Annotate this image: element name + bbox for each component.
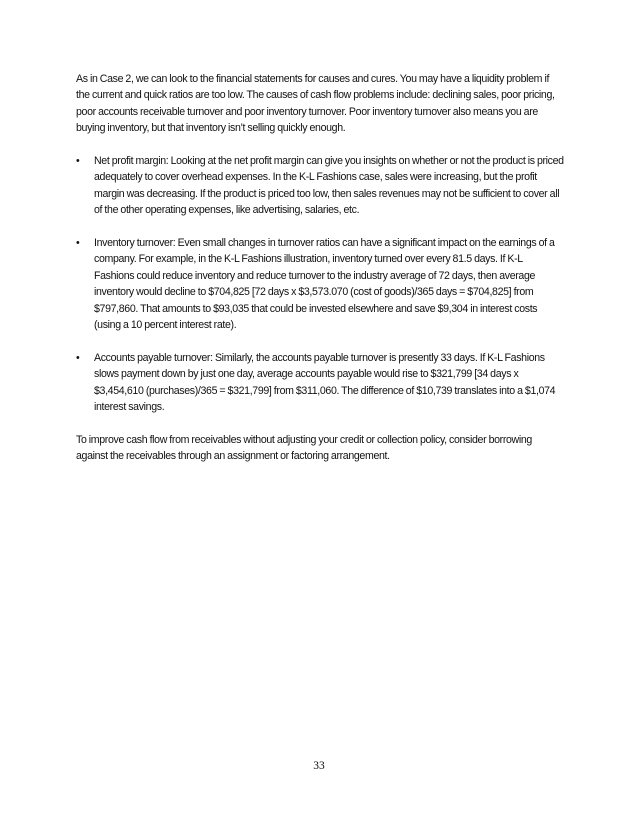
bullet-item-inventory-turnover [76, 235, 564, 333]
bullet-text: Net profit margin: Looking at the net profit margin can give you insights on whether or not the product is priced adequately to cover overhead expenses. In the K-L Fashions case, sales were increasing, but the profit margin was decreasing. If the product is priced too low, then sales revenues may not be sufficient to cover all of the other operating expenses, like advertising, salaries, etc. [94, 155, 564, 217]
page-number: 33 [313, 760, 325, 772]
bullet-icon: • [76, 351, 80, 364]
bullet-list [76, 153, 564, 415]
document-body [76, 71, 564, 481]
closing-paragraph: To improve cash flow from receivables without adjusting your credit or collection policy, consider borrowing against the receivables through an assignment or factoring arrangement. [76, 433, 532, 463]
bullet-item-net-profit-margin [76, 153, 564, 219]
bullet-icon: • [76, 155, 80, 168]
bullet-icon: • [76, 237, 80, 250]
intro-paragraph: As in Case 2, we can look to the financial statements for causes and cures. You may have a liquidity problem if the current and quick ratios are too low. The causes of cash flow problems include: declining sales, poor pricing, poor accounts receivable turnover and poor inventory turnover. Poor inventory turnover also means you are buying inventory, but that inventory isn’t selling quickly enough. [76, 73, 555, 135]
bullet-text: Inventory turnover: Even small changes in turnover ratios can have a significant impact on the earnings of a company. For example, in the K-L Fashions illustration, inventory turned over every 81.5 days. If K-L Fashions could reduce inventory and reduce turnover to the industry average of 72 days, then average inventory would decline to $704,825 [72 days x $3,573.070 (cost of goods)/365 days = $704,825] from $797,860. That amounts to $93,035 that could be invested elsewhere and save $9,304 in interest costs (using a 10 percent interest rate). [94, 237, 555, 332]
bullet-item-accounts-payable-turnover [76, 350, 564, 416]
bullet-text: Accounts payable turnover: Similarly, the accounts payable turnover is presently 33 days. If K-L Fashions slows payment down by just one day, average accounts payable would rise to $321,799 [34 days x $3,454,610 (purchases)/365 = $321,799] from $311,060. The difference of $10,739 translates into a $1,074 interest savings. [94, 351, 556, 414]
